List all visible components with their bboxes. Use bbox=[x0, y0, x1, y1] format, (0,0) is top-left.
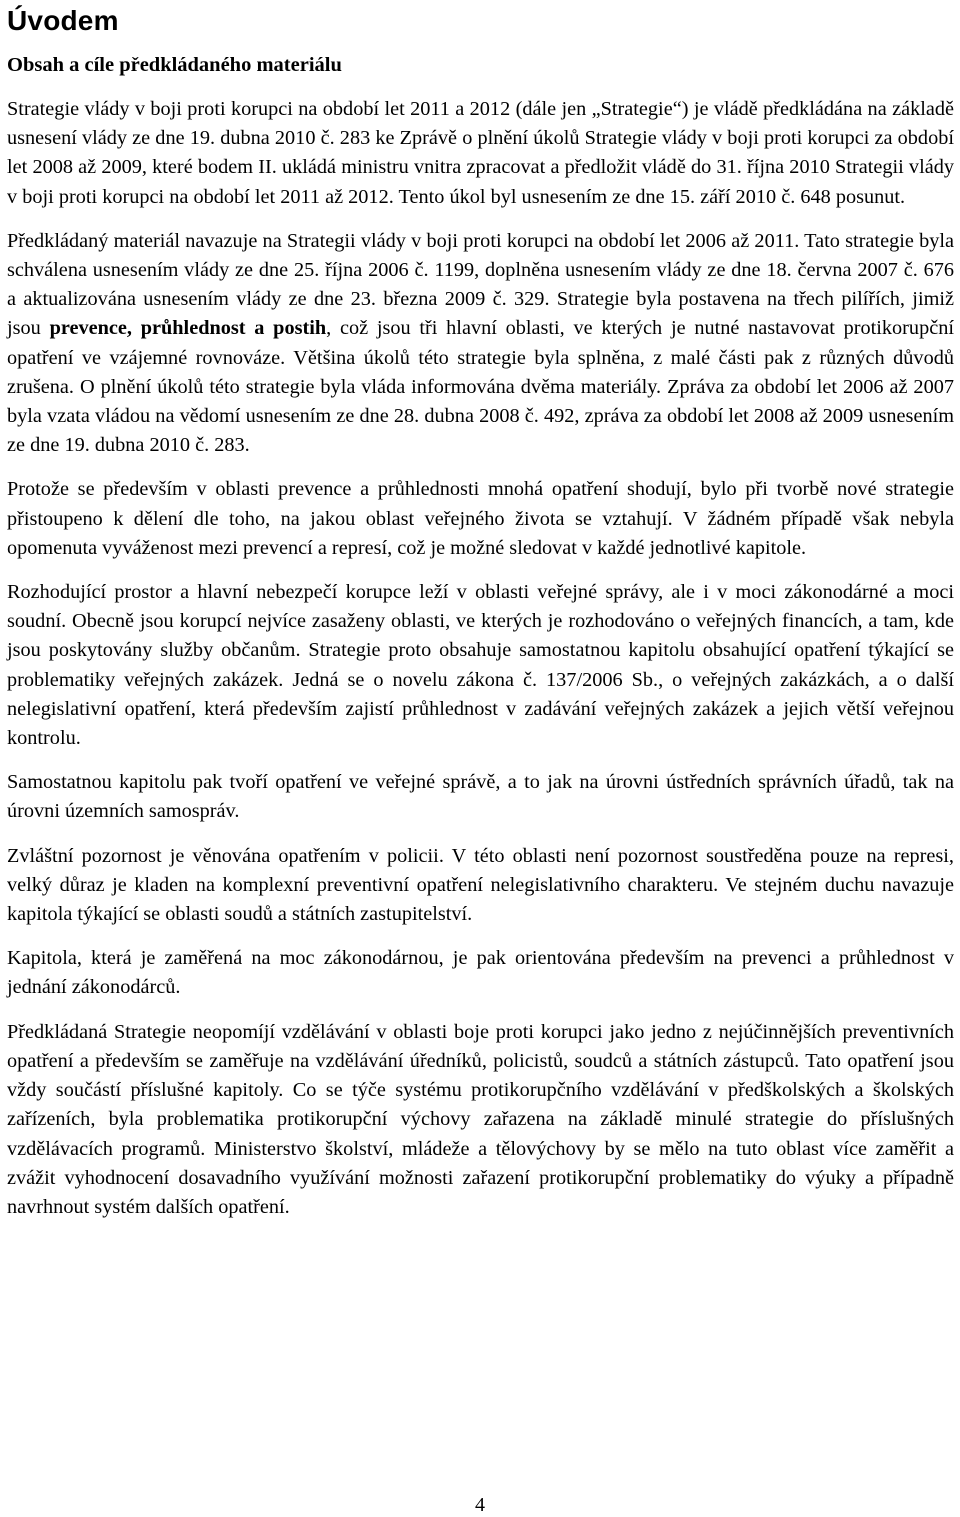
document-page bbox=[7, 0, 954, 1222]
paragraph-text: Protože se především v oblasti prevence a průhlednosti mnohá opatření shodují, bylo při tvorbě nové strategie přistoupeno k dělení dle toho, na jakou oblast veřejného života se vztahují. V žádném případě však nebyla opomenuta vyváženost mezi prevencí a represí, což je možné sledovat v každé jednotlivé kapitole. bbox=[7, 478, 954, 559]
emphasis-text: prevence, průhlednost a postih bbox=[49, 317, 327, 340]
paragraph-text: Strategie vlády v boji proti korupci na období let 2011 a 2012 (dále jen „Strategie“) je vládě předkládána na základě usnesení vlády ze dne 19. dubna 2010 č. 283 ke Zprávě o plnění úkolů Strategie vlády v boji proti korupci za období let 2008 až 2009, které bodem II. ukládá ministru vnitra zpracovat a předložit vládě do 31. října 2010 Strategii vlády v boji proti korupci na období let 2011 až 2012. Tento úkol byl usnesením ze dne 15. září 2010 č. 648 posunut. bbox=[7, 98, 954, 208]
paragraph-text: Samostatnou kapitolu pak tvoří opatření ve veřejné správě, a to jak na úrovni ústředních správních úřadů, tak na úrovni územních samospráv. bbox=[7, 771, 954, 823]
paragraph-text: , což jsou tři hlavní oblasti, ve kterých je nutné nastavovat protikorupční opatření ve vzájemné rovnováze. Většina úkolů této strategie byla splněna, z malé části pak z různých důvodů zrušena. O plnění úkolů této strategie byla vláda informována dvěma materiály. Zpráva za období let 2006 až 2007 byla vzata vládou na vědomí usnesením ze dne 28. dubna 2008 č. 492, zpráva za období let 2008 až 2009 usnesením ze dne 19. dubna 2010 č. 283. bbox=[7, 317, 954, 457]
paragraph-text: Rozhodující prostor a hlavní nebezpečí korupce leží v oblasti veřejné správy, ale i v moci zákonodárné a moci soudní. Obecně jsou korupcí nejvíce zasaženy oblasti, ve kterých je rozhodováno o veřejných financích, a tam, kde jsou poskytovány služby občanům. Strategie proto obsahuje samostatnou kapitolu obsahující opatření týkající se problematiky veřejných zakázek. Jedná se o novelu zákona č. 137/2006 Sb., o veřejných zakázkách, a o další nelegislativní opatření, která především zajistí průhlednost v zadávání veřejných zakázek a jejich větší veřejnou kontrolu. bbox=[7, 581, 954, 750]
page-heading: Úvodem bbox=[7, 5, 119, 36]
paragraph-8 bbox=[7, 1018, 954, 1222]
paragraph-2 bbox=[7, 227, 954, 461]
section-heading: Obsah a cíle předkládaného materiálu bbox=[7, 54, 342, 76]
paragraph-text: Předkládaný materiál navazuje na Strategii vlády v boji proti korupci na období let 2006 až 2011. Tato strategie byla schválena usnesením vlády ze dne 25. října 2006 č. 1199, doplněna usnesením vlády ze dne 18. června 2007 č. 676 a aktualizována usnesením vlády ze dne 23. března 2009 č. 329. Strategie byla postavena na třech pilířích, jimiž jsou bbox=[7, 229, 954, 340]
page-number: 4 bbox=[475, 1494, 485, 1516]
paragraph-7 bbox=[7, 944, 954, 1002]
paragraph-text: Kapitola, která je zaměřená na moc zákonodárnou, je pak orientována především na prevenci a průhlednost v jednání zákonodárců. bbox=[7, 947, 954, 999]
paragraph-text: Předkládaná Strategie neopomíjí vzdělávání v oblasti boje proti korupci jako jedno z nejúčinnějších preventivních opatření a především se zaměřuje na vzdělávání úředníků, policistů, soudců a státních zástupců. Tato opatření jsou vždy součástí příslušné kapitoly. Co se týče systému protikorupčního vzdělávání v předškolských a školských zařízeních, byla problematika protikorupční výchovy zařazena na základě minulé strategie do příslušných vzdělávacích programů. Ministerstvo školství, mládeže a tělovýchovy by se mělo na tuto oblast více zaměřit a zvážit vyhodnocení dosavadního využívání možnosti zařazení protikorupční problematiky do výuky a případně navrhnout systém dalších opatření. bbox=[7, 1020, 954, 1218]
paragraph-1 bbox=[7, 95, 954, 212]
paragraph-3 bbox=[7, 475, 954, 563]
paragraph-5 bbox=[7, 768, 954, 826]
paragraph-text: Zvláštní pozornost je věnována opatřením v policii. V této oblasti není pozornost soustředěna pouze na represi, velký důraz je kladen na komplexní preventivní opatření nelegislativního charakteru. Ve stejném duchu navazuje kapitola týkající se oblasti soudů a státních zastupitelství. bbox=[7, 844, 954, 926]
paragraph-6 bbox=[7, 842, 954, 930]
paragraph-4 bbox=[7, 578, 954, 753]
